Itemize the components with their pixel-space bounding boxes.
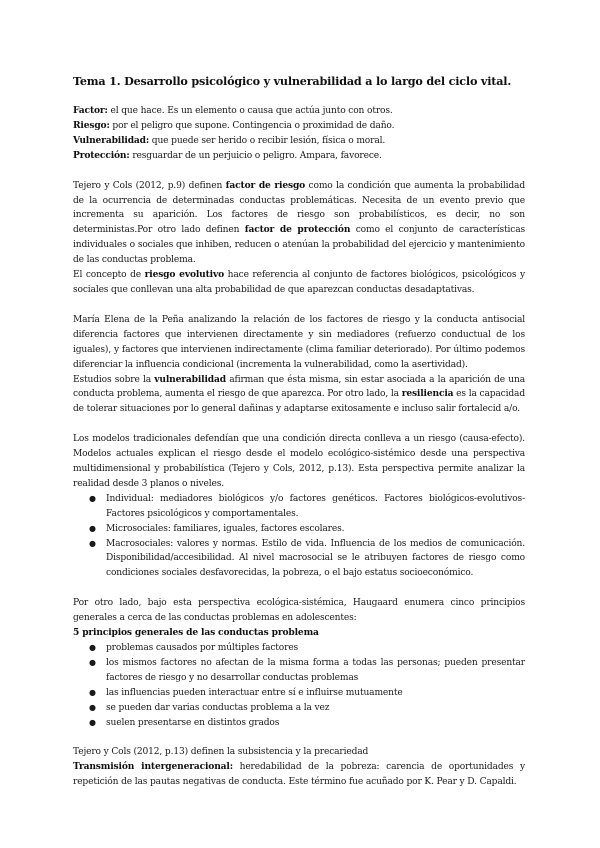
document-page bbox=[73, 74, 525, 790]
bullet-icon: ● bbox=[89, 643, 96, 652]
risk-factor-section bbox=[73, 179, 525, 298]
paragraph-transmision: Transmisión intergeneracional: heredabilidad de la pobreza: carencia de oportunidades y repetición de las pautas negativas de conducta. Este término fue acuñado por K. Pear y D. Capaldi. bbox=[73, 761, 525, 788]
paragraph-factor-riesgo: Tejero y Cols (2012, p.9) definen factor de riesgo como la condición que aumenta la probabilidad de la ocurrencia de determinadas conductas problemáticas. Necesita de un evento previo que incrementa su aparición. Los factores de riesgo son probabilísticos, es decir, no son deterministas.Por otro lado definen factor de protección como el conjunto de características individuales o sociales que inhiben, reducen o atenúan la probabilidad del ejercicio y mantenimiento de las conductas problema. bbox=[73, 179, 526, 266]
bullet-icon: ● bbox=[89, 702, 96, 712]
list-item: ● Microsociales: familiares, iguales, factores escolares. bbox=[73, 522, 525, 537]
paragraph-modelos: Los modelos tradicionales defendían que una condición directa conlleva a un riesgo (causa-efecto). Modelos actuales explican el riesgo desde el modelo ecológico-sistémico desde una perspectiva multidimensional y probabilística (Tejero y Cols, 2012, p.13). Esta perspectiva permite analizar la realidad desde 3 planos o niveles. bbox=[73, 434, 525, 489]
principles-heading: 5 principios generales de las conductas problema bbox=[73, 627, 319, 639]
antisocial-section bbox=[73, 313, 525, 417]
list-item: ● Individual: mediadores biológicos y/o factores genéticos. Factores biológicos-evolutivos- Factores psicológicos y comportamentales. bbox=[89, 493, 525, 519]
list-item: ● las influencias pueden interactuar entre sí e influirse mutuamente bbox=[73, 686, 525, 701]
page-title: Tema 1. Desarrollo psicológico y vulnerabilidad a lo largo del ciclo vital. bbox=[73, 74, 512, 88]
bullet-icon: ● bbox=[89, 493, 96, 503]
definition-riesgo: Riesgo: por el peligro que supone. Contingencia o proximidad de daño. bbox=[73, 119, 395, 131]
list-item: ● los mismos factores no afectan de la misma forma a todas las personas; pueden presentar factores de riesgo y no desarrollar conductas problemas bbox=[89, 657, 525, 683]
principles-list bbox=[73, 641, 525, 730]
definition-factor: Factor: el que hace. Es un elemento o causa que actúa junto con otros. bbox=[73, 105, 393, 116]
paragraph-pena: María Elena de la Peña analizando la relación de los factores de riesgo y la conducta antisocial diferencia factores que intervienen directamente y sin mediadores (refuerzo conductual de los iguales), y factores que intervienen indirectamente (clima familiar deteriorado). Por último podemos diferenciar la influencia condicional (incrementa la vulnerabilidad, como la asertividad). bbox=[73, 314, 525, 370]
bullet-icon: ● bbox=[89, 717, 96, 727]
list-item: ● Macrosociales: valores y normas. Estilo de vida. Influencia de los medios de comunicación. Disponibilidad/accesibilidad. Al nivel macrosocial se le atribuyen factores de riesgo como condiciones sociales desfavorecidas, la pobreza, o el bajo estatus socioeconómico. bbox=[89, 538, 525, 579]
principles-section bbox=[73, 596, 525, 730]
list-item: ● suelen presentarse en distintos grados bbox=[73, 716, 525, 731]
bullet-icon: ● bbox=[89, 538, 96, 548]
models-section bbox=[73, 432, 525, 581]
definitions-block bbox=[73, 104, 525, 164]
precariedad-section bbox=[73, 745, 525, 790]
list-item: ● se pueden dar varias conductas problema a la vez bbox=[73, 701, 525, 716]
paragraph-haugaard: Por otro lado, bajo esta perspectiva ecológica-sistémica, Haugaard enumera cinco principios generales a cerca de las conductas problemas en adolescentes: bbox=[73, 598, 525, 624]
paragraph-subsistencia: Tejero y Cols (2012, p.13) definen la subsistencia y la precariedad bbox=[73, 747, 369, 758]
bullet-icon: ● bbox=[89, 523, 96, 533]
bullet-icon: ● bbox=[89, 657, 96, 667]
paragraph-riesgo-evolutivo: El concepto de riesgo evolutivo hace referencia al conjunto de factores biológicos, psicológicos y sociales que conllevan una alta probabilidad de que aparezcan conductas desadaptativas. bbox=[73, 269, 525, 295]
paragraph-vulnerabilidad: Estudios sobre la vulnerabilidad afirman que ésta misma, sin estar asociada a la aparición de una conducta problema, aumenta el riesgo de que aparezca. Por otro lado, la resiliencia es la capacidad de tolerar situaciones por lo general dañinas y adaptarse exitosamente e incluso salir fortalecid a/o. bbox=[73, 373, 525, 415]
definition-vulnerabilidad: Vulnerabilidad: que puede ser herido o recibir lesión, física o moral. bbox=[73, 134, 386, 146]
levels-list bbox=[73, 492, 525, 581]
bullet-icon: ● bbox=[89, 687, 96, 697]
list-item: ● problemas causados por múltiples factores bbox=[73, 641, 525, 656]
definition-proteccion: Protección: resguardar de un perjuicio o peligro. Ampara, favorece. bbox=[73, 149, 382, 161]
